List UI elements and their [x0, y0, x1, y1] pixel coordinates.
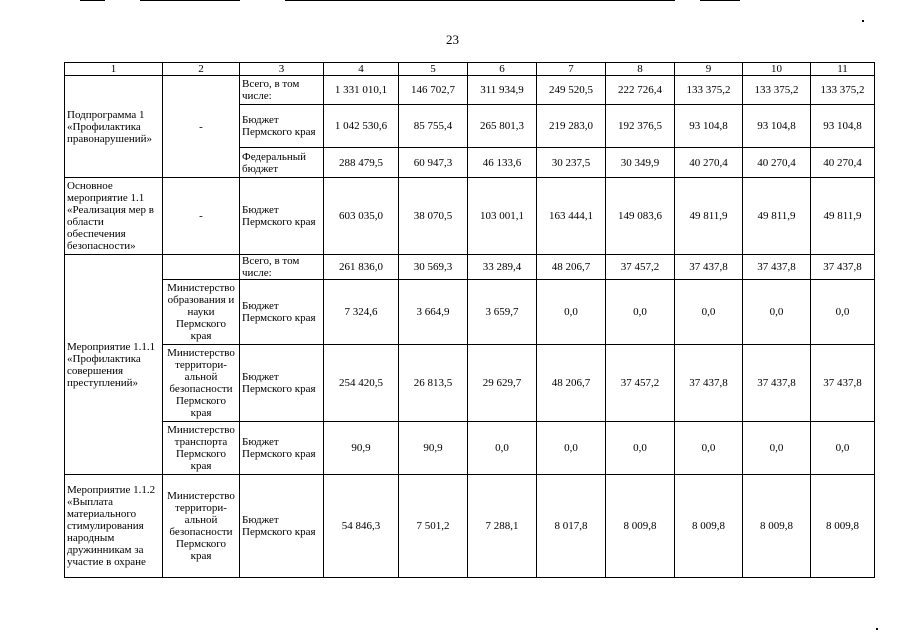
value-cell: 26 813,5	[399, 345, 468, 422]
value-cell: 29 629,7	[468, 345, 537, 422]
executor-cell: Министерство территори-альной безопасности Пермского края	[163, 475, 240, 578]
top-edge-line	[80, 0, 105, 1]
value-cell: 0,0	[811, 422, 875, 475]
value-cell: 163 444,1	[537, 178, 606, 255]
value-cell: 1 331 010,1	[324, 76, 399, 105]
scan-dot	[862, 20, 864, 22]
value-cell: 0,0	[811, 280, 875, 345]
value-cell: 37 437,8	[811, 255, 875, 280]
value-cell: 0,0	[606, 280, 675, 345]
value-cell: 0,0	[743, 422, 811, 475]
source-cell: Всего, в том числе:	[240, 255, 324, 280]
top-edge-line	[285, 0, 675, 1]
value-cell: 90,9	[399, 422, 468, 475]
source-cell: Всего, в том числе:	[240, 76, 324, 105]
value-cell: 3 664,9	[399, 280, 468, 345]
value-cell: 93 104,8	[811, 105, 875, 148]
value-cell: 93 104,8	[675, 105, 743, 148]
value-cell: 30 349,9	[606, 148, 675, 178]
value-cell: 48 206,7	[537, 345, 606, 422]
source-cell: Бюджет Пермского края	[240, 475, 324, 578]
value-cell: 54 846,3	[324, 475, 399, 578]
table-row	[65, 475, 875, 578]
executor-cell: -	[163, 76, 240, 178]
table-row	[65, 345, 875, 422]
value-cell: 7 288,1	[468, 475, 537, 578]
table-row	[65, 178, 875, 255]
value-cell: 46 133,6	[468, 148, 537, 178]
source-cell: Бюджет Пермского края	[240, 178, 324, 255]
executor-cell	[163, 255, 240, 280]
value-cell: 8 009,8	[811, 475, 875, 578]
executor-cell: Министерство территори-альной безопасности Пермского края	[163, 345, 240, 422]
value-cell: 0,0	[675, 280, 743, 345]
value-cell: 133 375,2	[811, 76, 875, 105]
value-cell: 103 001,1	[468, 178, 537, 255]
table-row	[65, 76, 875, 105]
value-cell: 40 270,4	[811, 148, 875, 178]
program-name-cell: Мероприятие 1.1.2 «Выплата материального стимулирования народным дружинникам за участие в охране	[65, 475, 163, 578]
value-cell: 49 811,9	[743, 178, 811, 255]
table-row	[65, 255, 875, 280]
value-cell: 133 375,2	[743, 76, 811, 105]
program-name-cell: Мероприятие 1.1.1 «Профилактика совершения преступлений»	[65, 255, 163, 475]
col-header: 1	[65, 63, 163, 76]
col-header: 3	[240, 63, 324, 76]
value-cell: 30 237,5	[537, 148, 606, 178]
value-cell: 7 324,6	[324, 280, 399, 345]
value-cell: 85 755,4	[399, 105, 468, 148]
value-cell: 219 283,0	[537, 105, 606, 148]
value-cell: 146 702,7	[399, 76, 468, 105]
col-header: 4	[324, 63, 399, 76]
value-cell: 8 009,8	[675, 475, 743, 578]
value-cell: 37 457,2	[606, 255, 675, 280]
executor-cell: Министерство транспорта Пермского края	[163, 422, 240, 475]
value-cell: 0,0	[537, 280, 606, 345]
source-cell: Бюджет Пермского края	[240, 105, 324, 148]
value-cell: 0,0	[606, 422, 675, 475]
value-cell: 254 420,5	[324, 345, 399, 422]
value-cell: 37 457,2	[606, 345, 675, 422]
col-header: 10	[743, 63, 811, 76]
value-cell: 261 836,0	[324, 255, 399, 280]
col-header: 7	[537, 63, 606, 76]
page-number: 23	[446, 32, 459, 47]
value-cell: 48 206,7	[537, 255, 606, 280]
top-edge-line	[700, 0, 740, 1]
value-cell: 60 947,3	[399, 148, 468, 178]
value-cell: 149 083,6	[606, 178, 675, 255]
value-cell: 37 437,8	[675, 345, 743, 422]
value-cell: 222 726,4	[606, 76, 675, 105]
col-header: 6	[468, 63, 537, 76]
value-cell: 603 035,0	[324, 178, 399, 255]
value-cell: 0,0	[675, 422, 743, 475]
source-cell: Бюджет Пермского края	[240, 422, 324, 475]
header-row	[65, 63, 875, 76]
col-header: 9	[675, 63, 743, 76]
value-cell: 49 811,9	[811, 178, 875, 255]
value-cell: 311 934,9	[468, 76, 537, 105]
value-cell: 8 009,8	[743, 475, 811, 578]
source-cell: Федеральный бюджет	[240, 148, 324, 178]
value-cell: 249 520,5	[537, 76, 606, 105]
value-cell: 7 501,2	[399, 475, 468, 578]
value-cell: 133 375,2	[675, 76, 743, 105]
value-cell: 37 437,8	[743, 255, 811, 280]
value-cell: 0,0	[537, 422, 606, 475]
scan-dot	[876, 628, 878, 630]
value-cell: 38 070,5	[399, 178, 468, 255]
col-header: 2	[163, 63, 240, 76]
program-name-cell: Подпрограмма 1 «Профилактика правонарушений»	[65, 76, 163, 178]
value-cell: 37 437,8	[675, 255, 743, 280]
program-name-cell: Основное мероприятие 1.1 «Реализация мер в области обеспечения безопасности»	[65, 178, 163, 255]
value-cell: 8 017,8	[537, 475, 606, 578]
value-cell: 49 811,9	[675, 178, 743, 255]
source-cell: Бюджет Пермского края	[240, 345, 324, 422]
budget-table	[64, 62, 875, 578]
executor-cell: -	[163, 178, 240, 255]
value-cell: 30 569,3	[399, 255, 468, 280]
value-cell: 8 009,8	[606, 475, 675, 578]
col-header: 8	[606, 63, 675, 76]
value-cell: 1 042 530,6	[324, 105, 399, 148]
value-cell: 265 801,3	[468, 105, 537, 148]
table-row	[65, 422, 875, 475]
table-row	[65, 280, 875, 345]
value-cell: 288 479,5	[324, 148, 399, 178]
value-cell: 93 104,8	[743, 105, 811, 148]
source-cell: Бюджет Пермского края	[240, 280, 324, 345]
value-cell: 3 659,7	[468, 280, 537, 345]
value-cell: 33 289,4	[468, 255, 537, 280]
value-cell: 192 376,5	[606, 105, 675, 148]
value-cell: 90,9	[324, 422, 399, 475]
value-cell: 40 270,4	[675, 148, 743, 178]
value-cell: 0,0	[743, 280, 811, 345]
col-header: 5	[399, 63, 468, 76]
value-cell: 40 270,4	[743, 148, 811, 178]
top-edge-line	[140, 0, 240, 1]
value-cell: 37 437,8	[811, 345, 875, 422]
executor-cell: Министерство образования и науки Пермского края	[163, 280, 240, 345]
value-cell: 0,0	[468, 422, 537, 475]
value-cell: 37 437,8	[743, 345, 811, 422]
col-header: 11	[811, 63, 875, 76]
